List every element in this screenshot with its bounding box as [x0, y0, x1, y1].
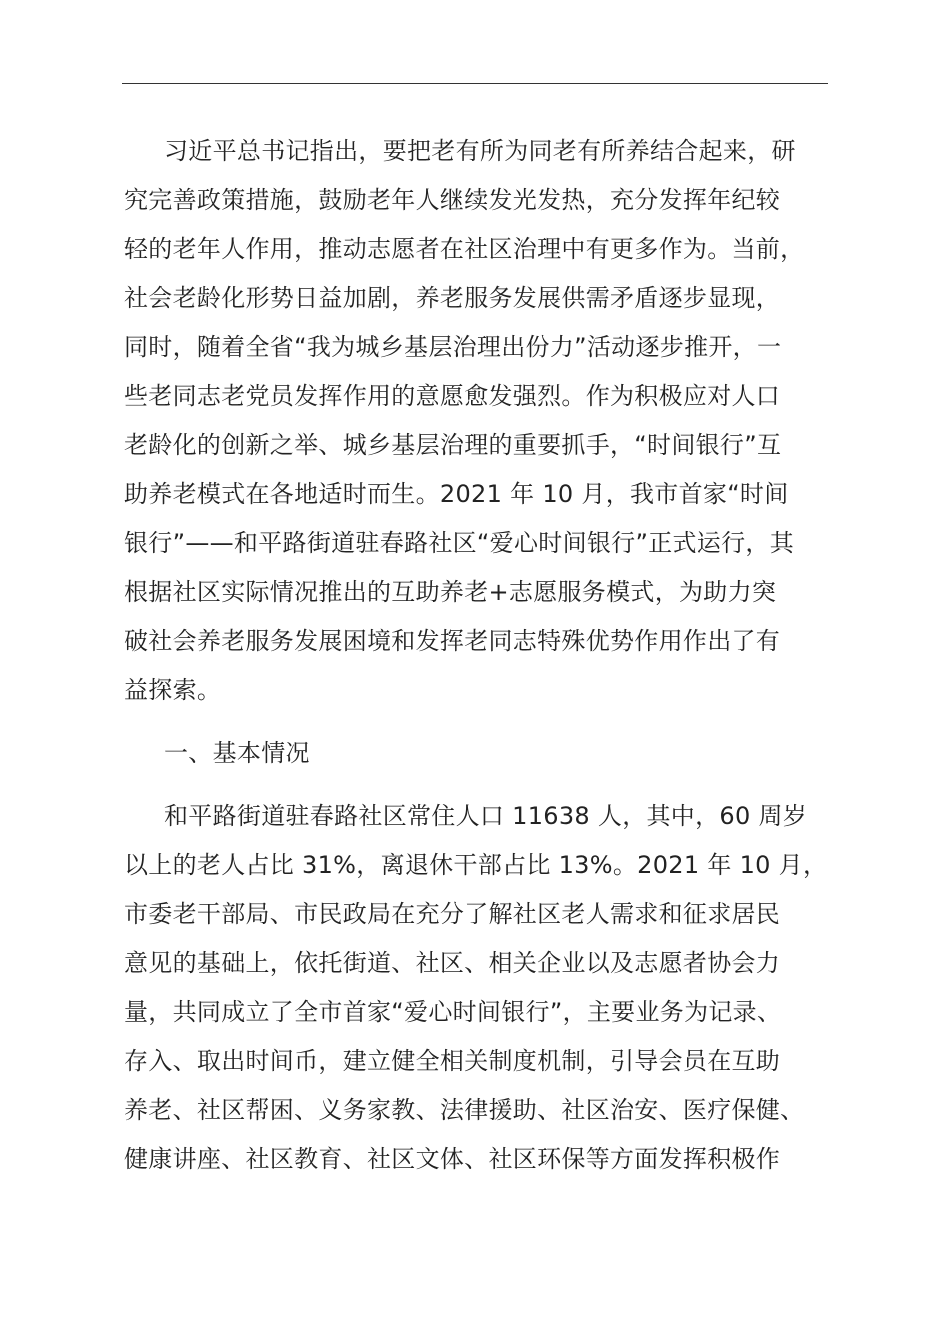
paragraph-line: 助养老模式在各地适时而生。2021 年 10 月，我市首家“时间: [124, 480, 789, 508]
paragraph-line: 究完善政策措施，鼓励老年人继续发光发热，充分发挥年纪较: [124, 186, 781, 214]
paragraph-line: 银行”——和平路街道驻春路社区“爱心时间银行”正式运行，其: [124, 529, 794, 557]
paragraph-line: 习近平总书记指出，要把老有所为同老有所养结合起来，研: [164, 137, 796, 165]
paragraph-line: 量，共同成立了全市首家“爱心时间银行”，主要业务为记录、: [124, 998, 782, 1026]
paragraph-line: 同时，随着全省“我为城乡基层治理出份力”活动逐步推开，一: [124, 333, 782, 361]
paragraph-line: 以上的老人占比 31%，离退休干部占比 13%。2021 年 10 月，: [124, 851, 828, 879]
paragraph-line: 市委老干部局、市民政局在充分了解社区老人需求和征求居民: [124, 900, 781, 928]
header-divider: [122, 83, 828, 84]
basic-situation-paragraph: [124, 792, 852, 1184]
paragraph-line: 存入、取出时间币，建立健全相关制度机制，引导会员在互助: [124, 1047, 781, 1075]
paragraph-line: 和平路街道驻春路社区常住人口 11638 人，其中，60 周岁: [164, 802, 808, 830]
section-heading: 一、基本情况: [164, 739, 310, 767]
paragraph-line: 破社会养老服务发展困境和发挥老同志特殊优势作用作出了有: [124, 627, 781, 655]
paragraph-line: 社会老龄化形势日益加剧，养老服务发展供需矛盾逐步显现，: [124, 284, 781, 312]
document-body: [124, 127, 852, 1184]
paragraph-line: 根据社区实际情况推出的互助养老+志愿服务模式，为助力突: [124, 578, 777, 606]
paragraph-line: 老龄化的创新之举、城乡基层治理的重要抓手，“时间银行”互: [124, 431, 782, 459]
paragraph-line: 益探索。: [124, 676, 222, 704]
intro-paragraph: [124, 127, 852, 715]
paragraph-line: 养老、社区帮困、义务家教、法律援助、社区治安、医疗保健、: [124, 1096, 805, 1124]
paragraph-line: 意见的基础上，依托街道、社区、相关企业以及志愿者协会力: [124, 949, 781, 977]
paragraph-line: 轻的老年人作用，推动志愿者在社区治理中有更多作为。当前，: [124, 235, 805, 263]
paragraph-line: 些老同志老党员发挥作用的意愿愈发强烈。作为积极应对人口: [124, 382, 781, 410]
paragraph-line: 健康讲座、社区教育、社区文体、社区环保等方面发挥积极作: [124, 1145, 781, 1173]
